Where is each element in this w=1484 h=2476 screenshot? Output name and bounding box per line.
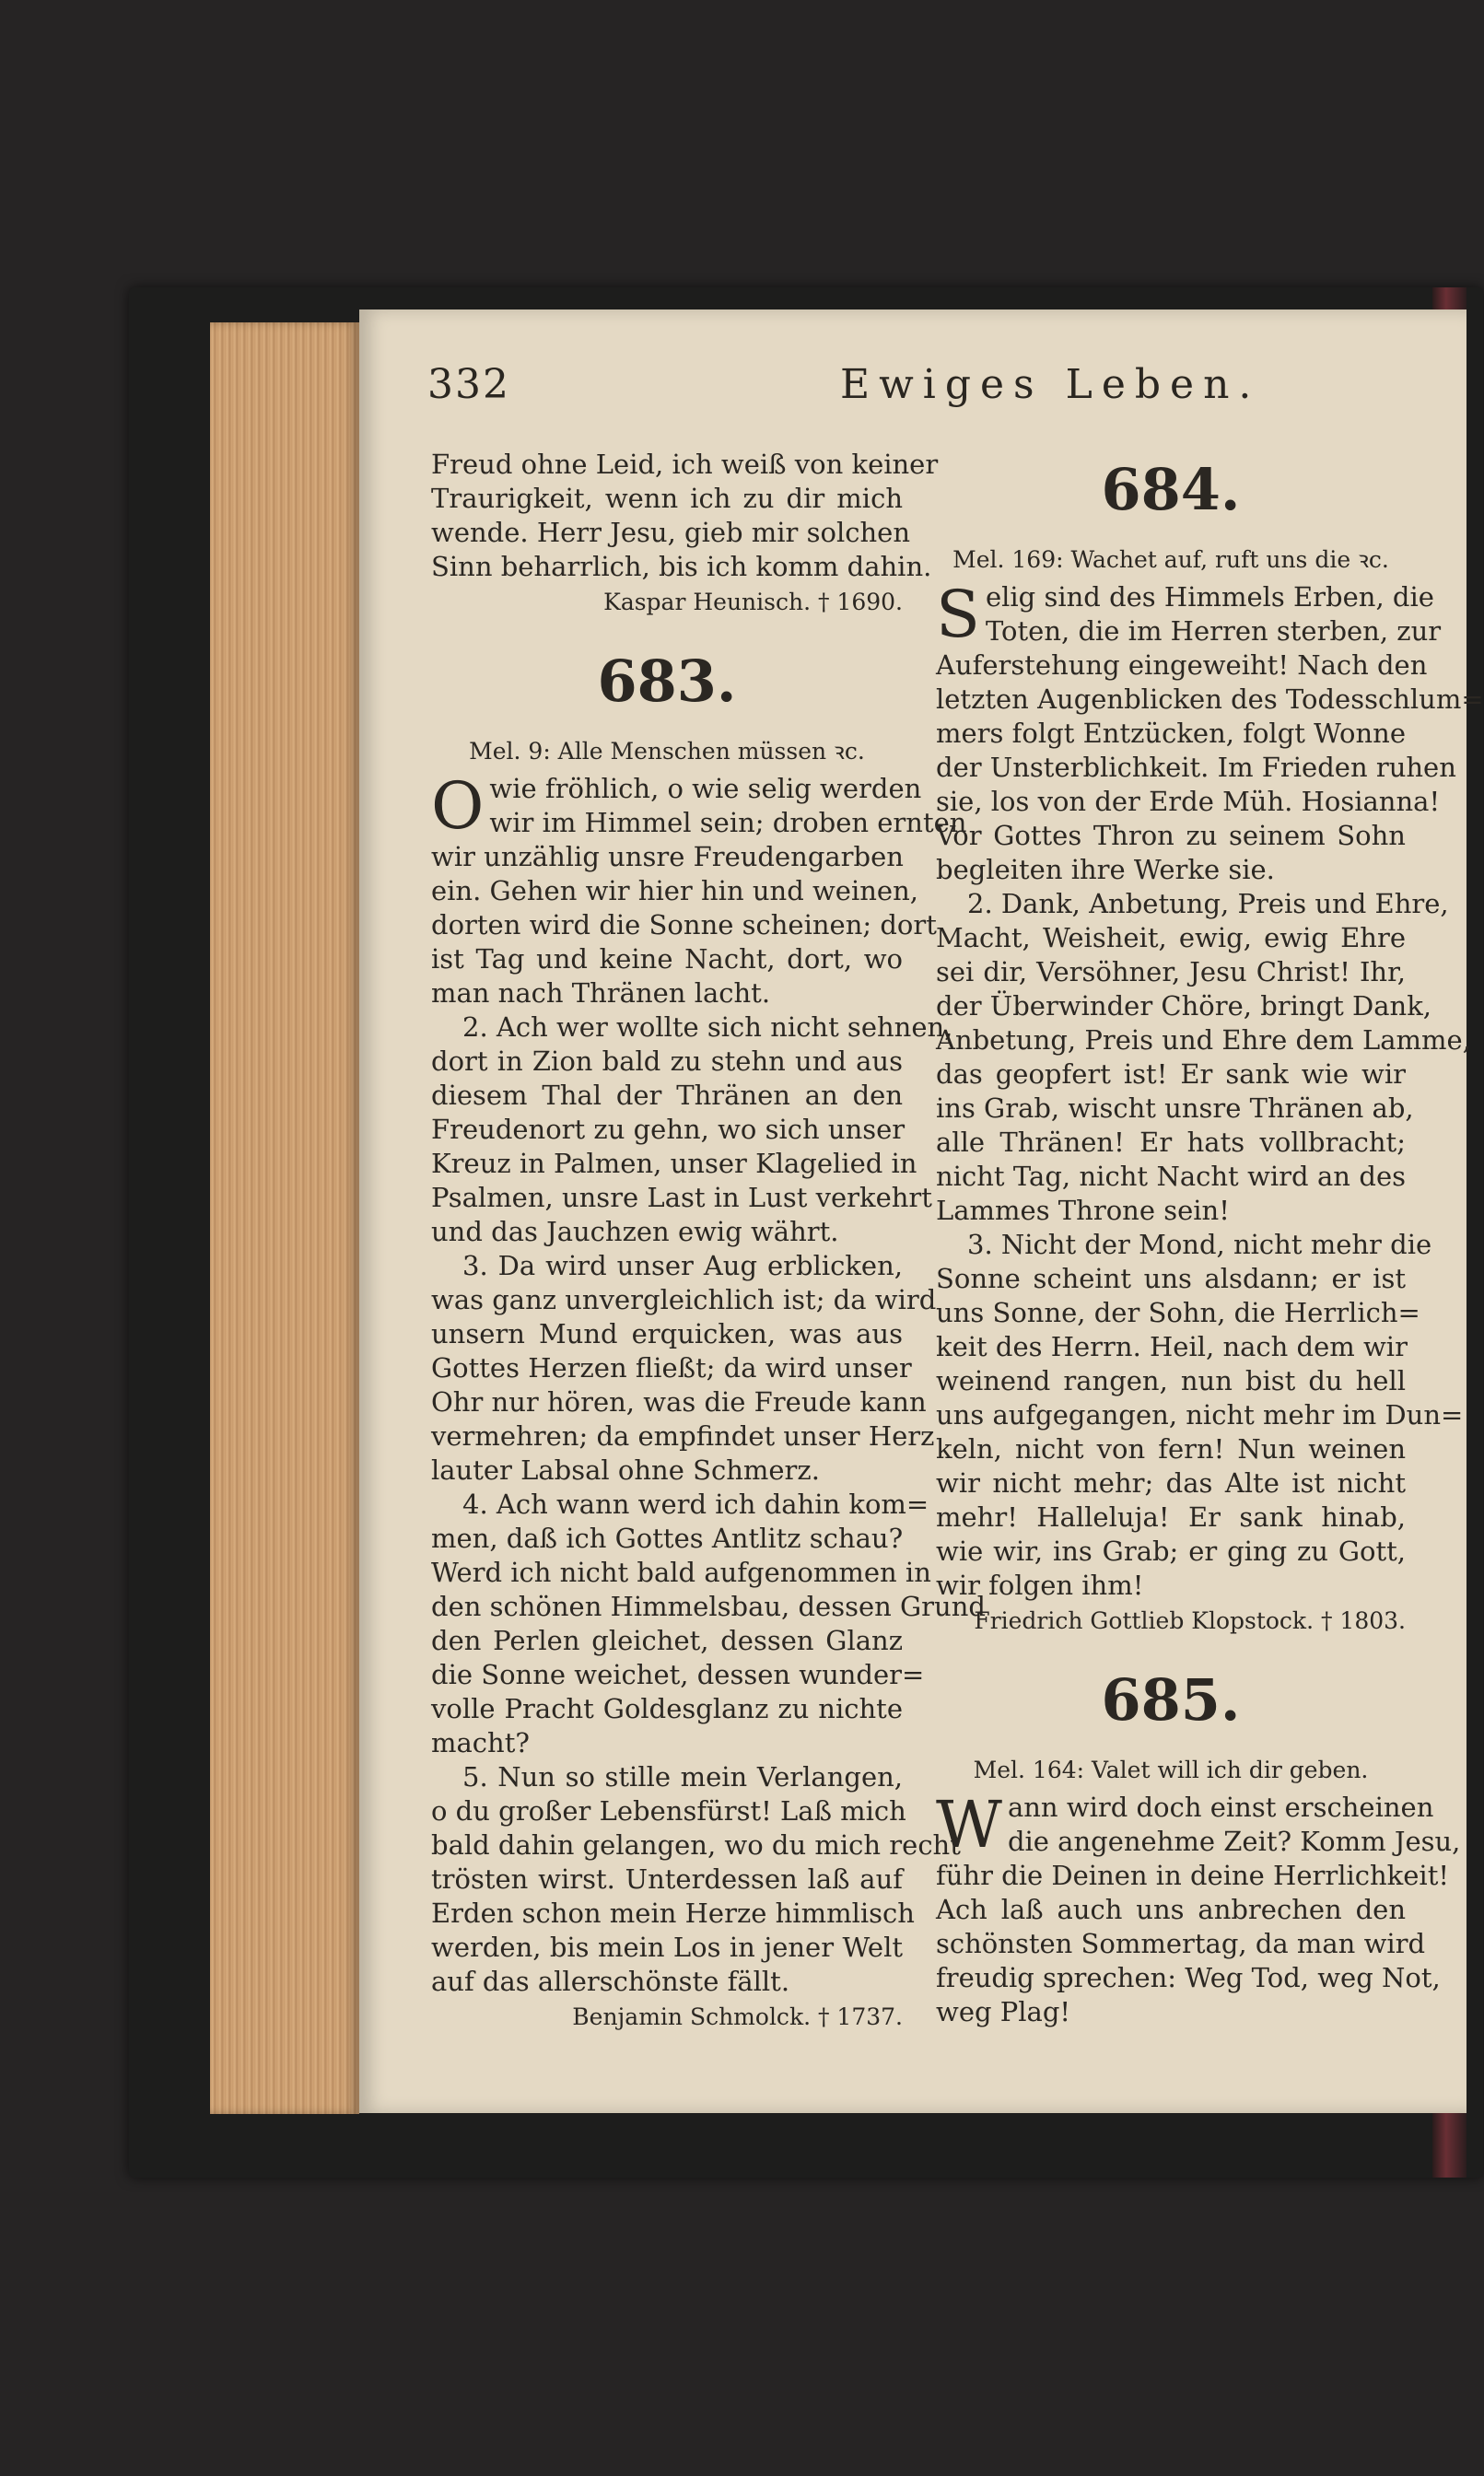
text-line: der Überwinder Chöre, bringt Dank, xyxy=(936,990,1432,1022)
text-line: die Sonne weichet, dessen wunder= xyxy=(431,1659,925,1690)
page-edges xyxy=(210,322,359,2114)
text-line: wir unzählig unsre Freudengarben xyxy=(431,841,904,872)
hymn-text xyxy=(936,648,1484,1603)
left-column xyxy=(431,448,986,2036)
text-line: Traurigkeit, wenn ich zu dir mich xyxy=(431,483,903,514)
text-line: unsern Mund erquicken, was aus xyxy=(431,1318,903,1349)
text-line: alle Thränen! Er hats vollbracht; xyxy=(936,1127,1406,1158)
text-line: wie fröhlich, o wie selig werden xyxy=(489,773,922,804)
text-line: letzten Augenblicken des Todesschlum= xyxy=(936,683,1484,715)
text-line: trösten wirst. Unterdessen laß auf xyxy=(431,1863,903,1895)
text-line: Sinn beharrlich, bis ich komm dahin. xyxy=(431,551,932,582)
text-line: die angenehme Zeit? Komm Jesu, xyxy=(1007,1826,1461,1857)
melody-line: Mel. 9: Alle Menschen müssen ꝛc. xyxy=(469,738,865,765)
text-line: schönsten Sommertag, da man wird xyxy=(936,1928,1426,1959)
drop-cap: S xyxy=(936,577,980,652)
text-line: macht? xyxy=(431,1727,530,1758)
text-line: Lammes Throne sein! xyxy=(936,1195,1230,1226)
hymn-attribution: Benjamin Schmolck. † 1737. xyxy=(572,2003,903,2030)
text-line: sei dir, Versöhner, Jesu Christ! Ihr, xyxy=(936,956,1406,987)
text-line: Vor Gottes Thron zu seinem Sohn xyxy=(936,820,1406,851)
hymn-number: 685. xyxy=(1101,1666,1241,1734)
text-line: wie wir, ins Grab; er ging zu Gott, xyxy=(936,1536,1406,1567)
text-line: 2. Ach wer wollte sich nicht sehnen, xyxy=(462,1011,953,1043)
text-line: der Unsterblichkeit. Im Frieden ruhen xyxy=(936,752,1456,783)
text-line: man nach Thränen lacht. xyxy=(431,977,771,1009)
text-line: 4. Ach wann werd ich dahin kom= xyxy=(462,1489,929,1520)
text-line: Auferstehung eingeweiht! Nach den xyxy=(936,649,1428,681)
text-line: o du großer Lebensfürst! Laß mich xyxy=(431,1795,906,1827)
text-line: und das Jauchzen ewig währt. xyxy=(431,1216,839,1247)
text-line: Erden schon mein Herze himmlisch xyxy=(431,1898,915,1929)
hymn-number: 683. xyxy=(597,648,737,715)
text-line: sie, los von der Erde Müh. Hosianna! xyxy=(936,786,1441,817)
text-line: wir folgen ihm! xyxy=(936,1570,1144,1601)
continuation-attribution: Kaspar Heunisch. † 1690. xyxy=(603,589,903,615)
right-column xyxy=(936,448,1484,2029)
text-line: auf das allerschönste fällt. xyxy=(431,1966,790,1997)
text-line: Kreuz in Palmen, unser Klagelied in xyxy=(431,1148,917,1179)
text-line: ins Grab, wischt unsre Thränen ab, xyxy=(936,1092,1414,1124)
text-line: dort in Zion bald zu stehn und aus xyxy=(431,1045,903,1077)
text-line: volle Pracht Goldesglanz zu nichte xyxy=(431,1693,903,1724)
text-line: wir im Himmel sein; droben ernten xyxy=(489,807,967,838)
text-line: ist Tag und keine Nacht, dort, wo xyxy=(431,943,903,975)
melody-line: Mel. 164: Valet will ich dir geben. xyxy=(973,1757,1369,1783)
text-line: elig sind des Himmels Erben, die xyxy=(985,581,1434,613)
hymn-text xyxy=(936,1859,1450,2029)
text-line: ein. Gehen wir hier hin und weinen, xyxy=(431,875,918,906)
text-line: 3. Da wird unser Aug erblicken, xyxy=(462,1250,903,1281)
continuation-text xyxy=(431,448,939,584)
text-line: Ohr nur hören, was die Freude kann xyxy=(431,1386,927,1418)
text-line: keln, nicht von fern! Nun weinen xyxy=(936,1433,1406,1465)
hymn-attribution: Friedrich Gottlieb Klopstock. † 1803. xyxy=(974,1607,1406,1634)
text-line: den schönen Himmelsbau, dessen Grund xyxy=(431,1591,986,1622)
hymn-text xyxy=(431,840,986,1999)
book-page xyxy=(359,310,1484,2113)
text-line: Ach laß auch uns anbrechen den xyxy=(936,1894,1406,1925)
text-line: werden, bis mein Los in jener Welt xyxy=(431,1932,903,1963)
text-line: Sonne scheint uns alsdann; er ist xyxy=(936,1263,1406,1294)
text-line: Werd ich nicht bald aufgenommen in xyxy=(431,1557,931,1588)
text-line: diesem Thal der Thränen an den xyxy=(431,1080,903,1111)
text-line: wende. Herr Jesu, gieb mir solchen xyxy=(431,517,911,548)
text-line: lauter Labsal ohne Schmerz. xyxy=(431,1454,820,1486)
text-line: Gottes Herzen fließt; da wird unser xyxy=(431,1352,912,1384)
text-line: wir nicht mehr; das Alte ist nicht xyxy=(936,1467,1406,1499)
text-line: Toten, die im Herren sterben, zur xyxy=(985,615,1442,647)
drop-cap-lines xyxy=(936,577,1442,652)
text-line: men, daß ich Gottes Antlitz schau? xyxy=(431,1523,904,1554)
text-line: ann wird doch einst erscheinen xyxy=(1007,1792,1434,1823)
text-line: was ganz unvergleichlich ist; da wird xyxy=(431,1284,937,1315)
text-line: weg Plag! xyxy=(936,1996,1071,2027)
hymn-opening xyxy=(936,1787,1461,1863)
text-line: Psalmen, unsre Last in Lust verkehrt xyxy=(431,1182,932,1213)
text-line: 2. Dank, Anbetung, Preis und Ehre, xyxy=(967,888,1449,919)
text-line: weinend rangen, nun bist du hell xyxy=(936,1365,1406,1396)
drop-cap: O xyxy=(431,768,485,844)
text-line: begleiten ihre Werke sie. xyxy=(936,854,1275,885)
text-line: führ die Deinen in deine Herrlichkeit! xyxy=(936,1860,1450,1891)
text-line: das geopfert ist! Er sank wie wir xyxy=(936,1058,1406,1090)
text-line: den Perlen gleichet, dessen Glanz xyxy=(431,1625,903,1656)
text-line: mers folgt Entzücken, folgt Wonne xyxy=(936,718,1406,749)
text-line: keit des Herrn. Heil, nach dem wir xyxy=(936,1331,1408,1362)
text-line: Freud ohne Leid, ich weiß von keiner xyxy=(431,449,939,480)
hymn-opening xyxy=(431,768,967,844)
text-line: freudig sprechen: Weg Tod, weg Not, xyxy=(936,1962,1441,1993)
hymn-number: 684. xyxy=(1101,456,1241,523)
page-number: 332 xyxy=(427,361,510,408)
melody-line: Mel. 169: Wachet auf, ruft uns die ꝛc. xyxy=(952,546,1389,573)
text-line: Anbetung, Preis und Ehre dem Lamme, xyxy=(936,1024,1471,1056)
text-line: vermehren; da empfindet unser Herz xyxy=(431,1420,935,1452)
text-line: bald dahin gelangen, wo du mich recht xyxy=(431,1829,961,1861)
drop-cap-lines xyxy=(431,768,967,844)
text-line: uns Sonne, der Sohn, die Herrlich= xyxy=(936,1297,1420,1328)
text-line: Macht, Weisheit, ewig, ewig Ehre xyxy=(936,922,1406,953)
text-line: uns aufgegangen, nicht mehr im Dun= xyxy=(936,1399,1464,1431)
drop-cap: W xyxy=(936,1787,1002,1863)
text-line: Freudenort zu gehn, wo sich unser xyxy=(431,1114,906,1145)
text-line: dorten wird die Sonne scheinen; dort xyxy=(431,909,937,940)
text-line: 3. Nicht der Mond, nicht mehr die xyxy=(967,1229,1432,1260)
text-line: nicht Tag, nicht Nacht wird an des xyxy=(936,1161,1406,1192)
text-line: mehr! Halleluja! Er sank hinab, xyxy=(936,1501,1406,1533)
page-header xyxy=(427,361,1404,416)
drop-cap-lines xyxy=(936,1787,1461,1863)
running-title: Ewiges Leben. xyxy=(840,361,1261,408)
text-line: 5. Nun so stille mein Verlangen, xyxy=(462,1761,903,1793)
hymn-opening xyxy=(936,577,1442,652)
